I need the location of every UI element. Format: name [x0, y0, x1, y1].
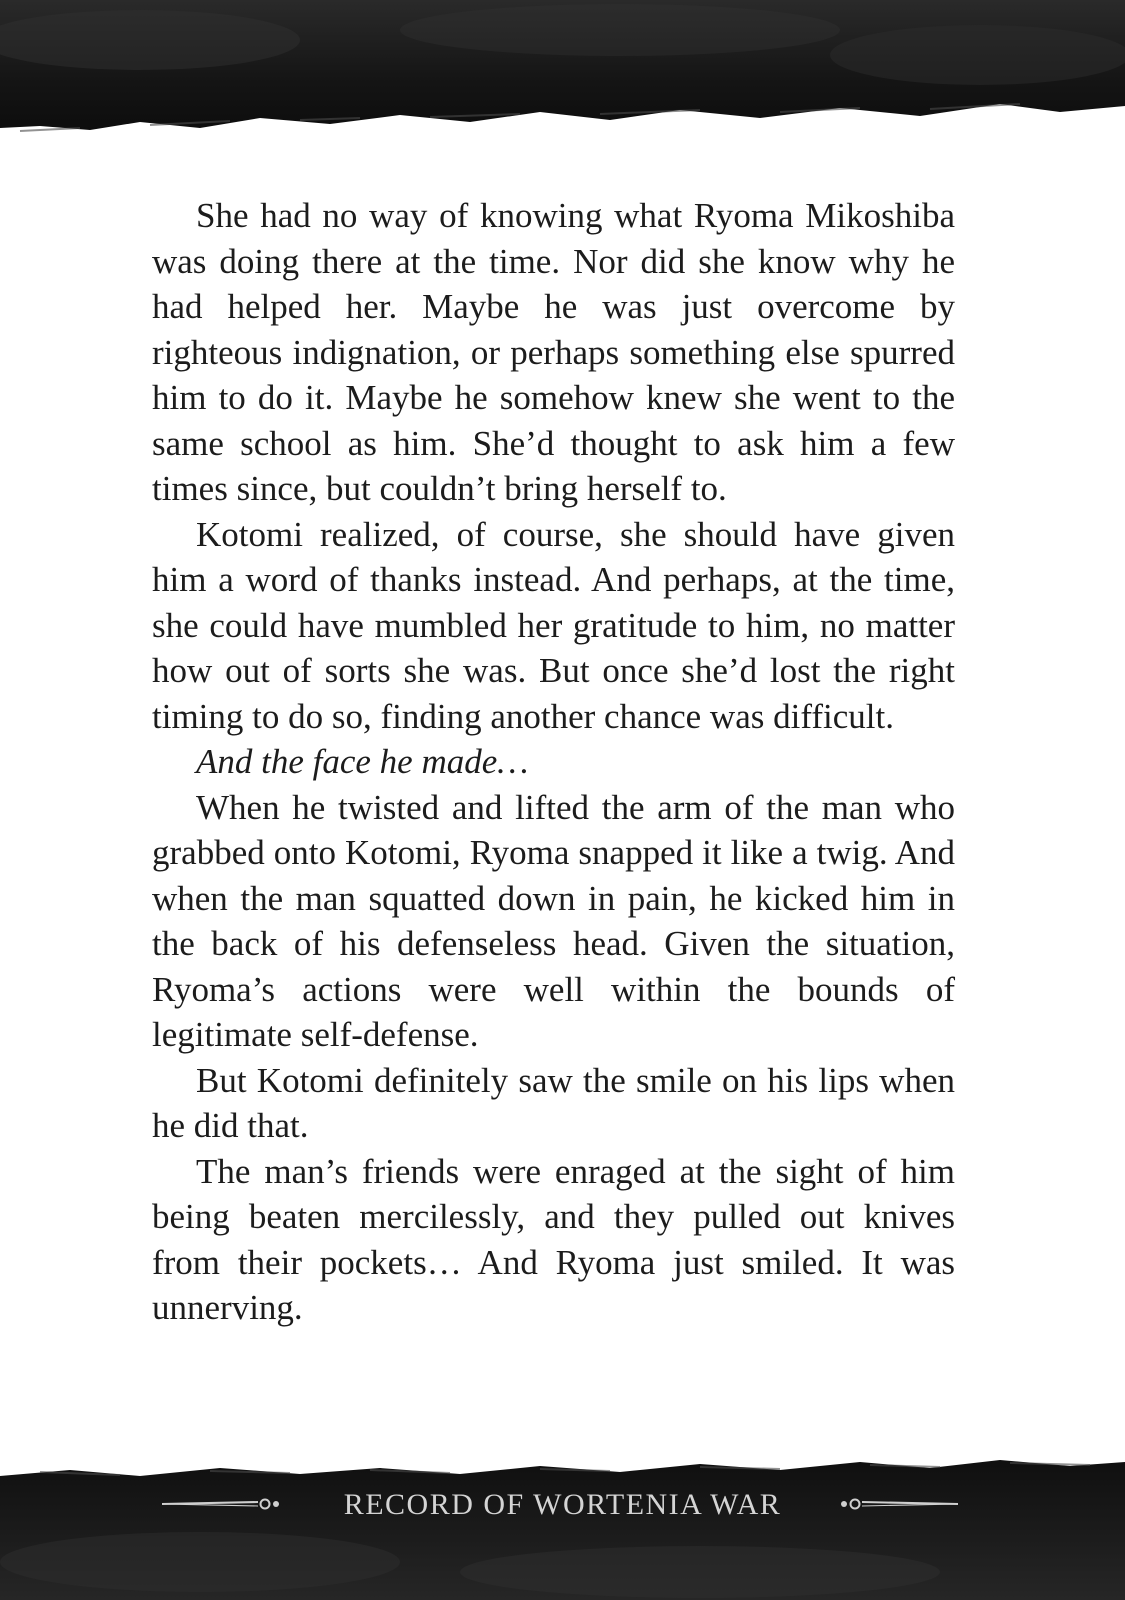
footer-ink-band — [0, 1452, 1125, 1600]
paragraph-italic: And the face he made… — [196, 742, 529, 781]
paragraph: But Kotomi definitely saw the smile on his lips when he did that. — [152, 1060, 955, 1145]
header-brush-edge — [0, 0, 1125, 138]
header-ink-band — [0, 0, 1125, 138]
running-footer — [0, 1484, 1125, 1524]
footer-book-title: RECORD OF WORTENIA WAR — [343, 1488, 782, 1521]
paragraph: The man’s friends were enraged at the sight of him being beaten mercilessly, and they pulled out knives from their pockets… And Ryoma just smiled. It was unnerving. — [152, 1151, 955, 1327]
footer-ornament-right-icon — [838, 1494, 958, 1514]
footer-brush-edge — [0, 1452, 1125, 1600]
page-body — [152, 193, 955, 1331]
paragraph: She had no way of knowing what Ryoma Mikoshiba was doing there at the time. Nor did she know why he had helped her. Maybe he was just overcome by righteous indignation, or perhaps something else spurred him to do it. Maybe he somehow knew she went to the same school as him. She’d thought to ask him a few times since, but couldn’t bring herself to. — [152, 196, 955, 508]
paragraph: Kotomi realized, of course, she should have given him a word of thanks instead. And perhaps, at the time, she could have mumbled her gratitude to him, no matter how out of sorts she was. But once she’d lost the right timing to do so, finding another chance was difficult. — [152, 514, 955, 736]
paragraph: When he twisted and lifted the arm of the man who grabbed onto Kotomi, Ryoma snapped it like a twig. And when the man squatted down in pain, he kicked him in the back of his defenseless head. Given the situation, Ryoma’s actions were well within the bounds of legitimate self-defense. — [152, 787, 955, 1054]
